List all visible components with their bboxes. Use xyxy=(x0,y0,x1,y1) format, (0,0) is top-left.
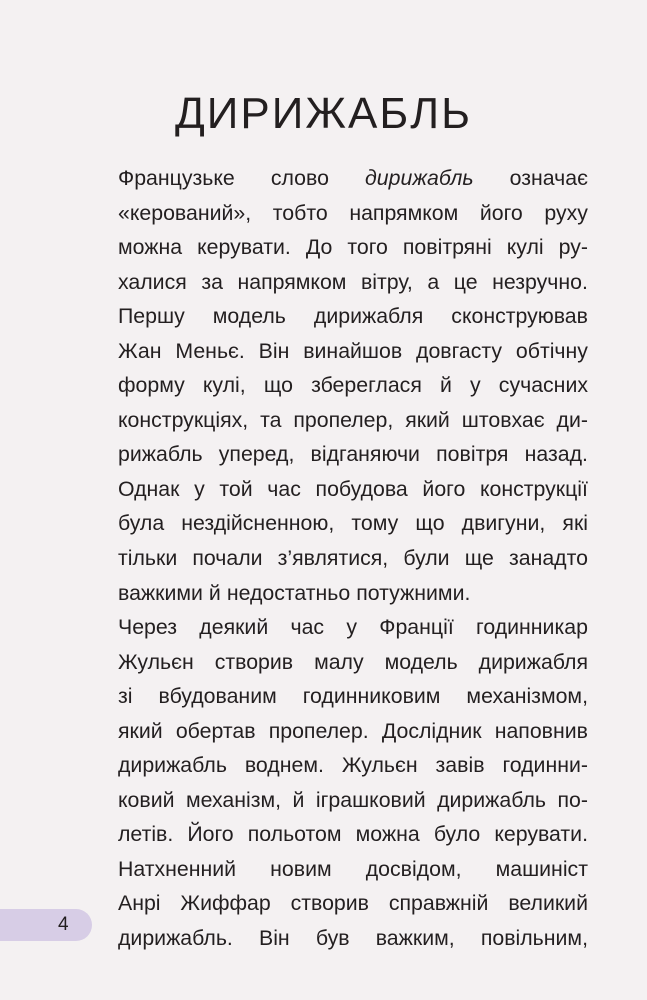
text-line xyxy=(118,334,588,369)
word: Однак xyxy=(118,476,180,501)
word: це xyxy=(453,269,478,294)
word: були xyxy=(403,546,450,571)
word: руху xyxy=(544,200,588,225)
word: великий xyxy=(508,891,588,916)
word: наповнив xyxy=(494,718,588,743)
word: кулі xyxy=(506,235,544,260)
word: кулі, xyxy=(202,373,246,398)
word: двигуни, xyxy=(461,511,546,536)
word: ще xyxy=(464,546,494,571)
text-line xyxy=(118,610,588,645)
word: малу xyxy=(314,649,364,674)
word: тобто xyxy=(272,200,328,225)
word: напрямком xyxy=(237,269,347,294)
word: означає xyxy=(509,166,588,190)
word: Натхненний xyxy=(118,856,237,881)
word: халися xyxy=(118,269,187,294)
body-text xyxy=(118,161,588,956)
word: ди- xyxy=(556,407,588,432)
word: рижабль xyxy=(118,442,203,467)
word: Жиффар xyxy=(180,891,271,916)
word: потужними. xyxy=(356,580,471,605)
word: сконструював xyxy=(451,304,588,329)
word: які xyxy=(562,511,588,536)
word: почали xyxy=(192,546,263,571)
word: дирижабля xyxy=(478,649,588,674)
word: зі xyxy=(118,684,133,709)
word: довгасту xyxy=(416,338,503,363)
text-line xyxy=(118,196,588,231)
word: що xyxy=(263,373,293,398)
word: модель xyxy=(212,304,286,329)
word: створив xyxy=(214,649,294,674)
word: дирижабль xyxy=(437,787,547,812)
word: сучасних xyxy=(498,373,588,398)
word: час xyxy=(267,476,301,501)
word: годинникар xyxy=(476,615,588,640)
word: уперед, xyxy=(218,442,295,467)
word: деякий xyxy=(199,615,269,640)
page-number-tab xyxy=(0,909,92,941)
text-line xyxy=(118,748,588,783)
word: назад. xyxy=(524,442,588,467)
word: у xyxy=(470,373,481,398)
text-line xyxy=(118,437,588,472)
word: що xyxy=(415,511,445,536)
text-line xyxy=(118,921,588,956)
word: побудова xyxy=(315,476,408,501)
word: Анрі xyxy=(118,891,161,916)
text-line xyxy=(118,645,588,680)
word: Дослідник xyxy=(381,718,482,743)
word: який xyxy=(118,718,163,743)
word: у xyxy=(194,476,205,501)
word: слово xyxy=(270,166,329,190)
word: за xyxy=(201,269,223,294)
word: вітру, xyxy=(360,269,413,294)
page-number: 4 xyxy=(58,914,69,935)
word: пропелер, xyxy=(293,407,394,432)
text-line xyxy=(118,852,588,887)
word: його xyxy=(479,200,523,225)
word: Жан xyxy=(118,338,162,363)
text-line xyxy=(118,679,588,714)
word: дирижабль. xyxy=(118,926,233,951)
word: можна xyxy=(118,235,183,260)
word: була xyxy=(118,511,165,536)
word: й xyxy=(292,787,305,812)
word: ру- xyxy=(558,235,588,260)
word: важкими xyxy=(118,580,203,605)
word: конструкціях, xyxy=(118,407,249,432)
word: було xyxy=(433,822,481,847)
word: модель xyxy=(384,649,458,674)
word: занадто xyxy=(508,546,588,571)
word: повітряні xyxy=(402,235,492,260)
page-title: ДИРИЖАБЛЬ xyxy=(175,89,472,138)
word: До xyxy=(305,235,333,260)
word: механізм, xyxy=(185,787,282,812)
word: форму xyxy=(118,373,185,398)
word: відганяючи xyxy=(310,442,420,467)
word: Французьке xyxy=(118,166,235,190)
word: штовхає xyxy=(461,407,545,432)
text-line xyxy=(118,230,588,265)
word: Жульєн xyxy=(341,753,418,778)
word: годинни- xyxy=(502,753,588,778)
word: летів. xyxy=(118,822,174,847)
word: польотом xyxy=(247,822,342,847)
word: Першу xyxy=(118,304,185,329)
word: Він xyxy=(258,338,290,363)
word: був xyxy=(315,926,350,951)
text-line xyxy=(118,817,588,852)
word: збереглася xyxy=(311,373,422,398)
word: важким, xyxy=(375,926,455,951)
word: який xyxy=(405,407,450,432)
word: воднем. xyxy=(244,753,324,778)
word: обтічну xyxy=(515,338,588,363)
word: машиніст xyxy=(495,856,588,881)
word: завів xyxy=(435,753,485,778)
word: годинниковим xyxy=(302,684,441,709)
word: й xyxy=(439,373,452,398)
word: по- xyxy=(557,787,588,812)
word: дирижабль xyxy=(118,753,227,778)
word: Франції xyxy=(379,615,454,640)
word: конструкції xyxy=(479,476,588,501)
word: новим xyxy=(270,856,332,881)
text-line xyxy=(118,506,588,541)
word: Через xyxy=(118,615,178,640)
word: обертав xyxy=(175,718,256,743)
word: вбудованим xyxy=(158,684,277,709)
text-line xyxy=(118,368,588,403)
word: створив xyxy=(290,891,369,916)
word: ковий xyxy=(118,787,175,812)
text-line xyxy=(118,161,588,196)
word: винайшов xyxy=(303,338,403,363)
word: Меньє. xyxy=(175,338,245,363)
word: та xyxy=(260,407,282,432)
word: Він xyxy=(259,926,290,951)
word: незручно. xyxy=(492,269,588,294)
word: його xyxy=(422,476,466,501)
word: повільним, xyxy=(480,926,588,951)
word: того xyxy=(347,235,388,260)
word: Жульєн xyxy=(118,649,194,674)
word: можна xyxy=(355,822,420,847)
word: а xyxy=(427,269,440,294)
text-line xyxy=(118,541,588,576)
text-line xyxy=(118,265,588,300)
word: у xyxy=(346,615,357,640)
word: іграшковий xyxy=(315,787,426,812)
text-line xyxy=(118,886,588,921)
word: повітря xyxy=(436,442,509,467)
word: керувати. xyxy=(494,822,588,847)
word: дирижабля xyxy=(313,304,424,329)
word: Його xyxy=(187,822,234,847)
word: пропелер. xyxy=(268,718,369,743)
text-line xyxy=(118,299,588,334)
text-line xyxy=(118,576,588,611)
word: тому xyxy=(351,511,399,536)
word: «керований», xyxy=(118,200,252,225)
word: тільки xyxy=(118,546,178,571)
word: той xyxy=(219,476,253,501)
word: керувати. xyxy=(197,235,291,260)
word: справжній xyxy=(388,891,489,916)
word: недостатньо xyxy=(226,580,351,605)
word: нездійсненною, xyxy=(181,511,335,536)
word: досвідом, xyxy=(365,856,462,881)
text-line xyxy=(118,472,588,507)
word: час xyxy=(290,615,325,640)
text-line xyxy=(118,403,588,438)
word: й xyxy=(208,580,221,605)
text-line xyxy=(118,714,588,749)
word: з’являтися, xyxy=(277,546,389,571)
word: дирижабль xyxy=(365,166,474,190)
word: механізмом, xyxy=(466,684,588,709)
word: напрямком xyxy=(349,200,459,225)
text-line xyxy=(118,783,588,818)
